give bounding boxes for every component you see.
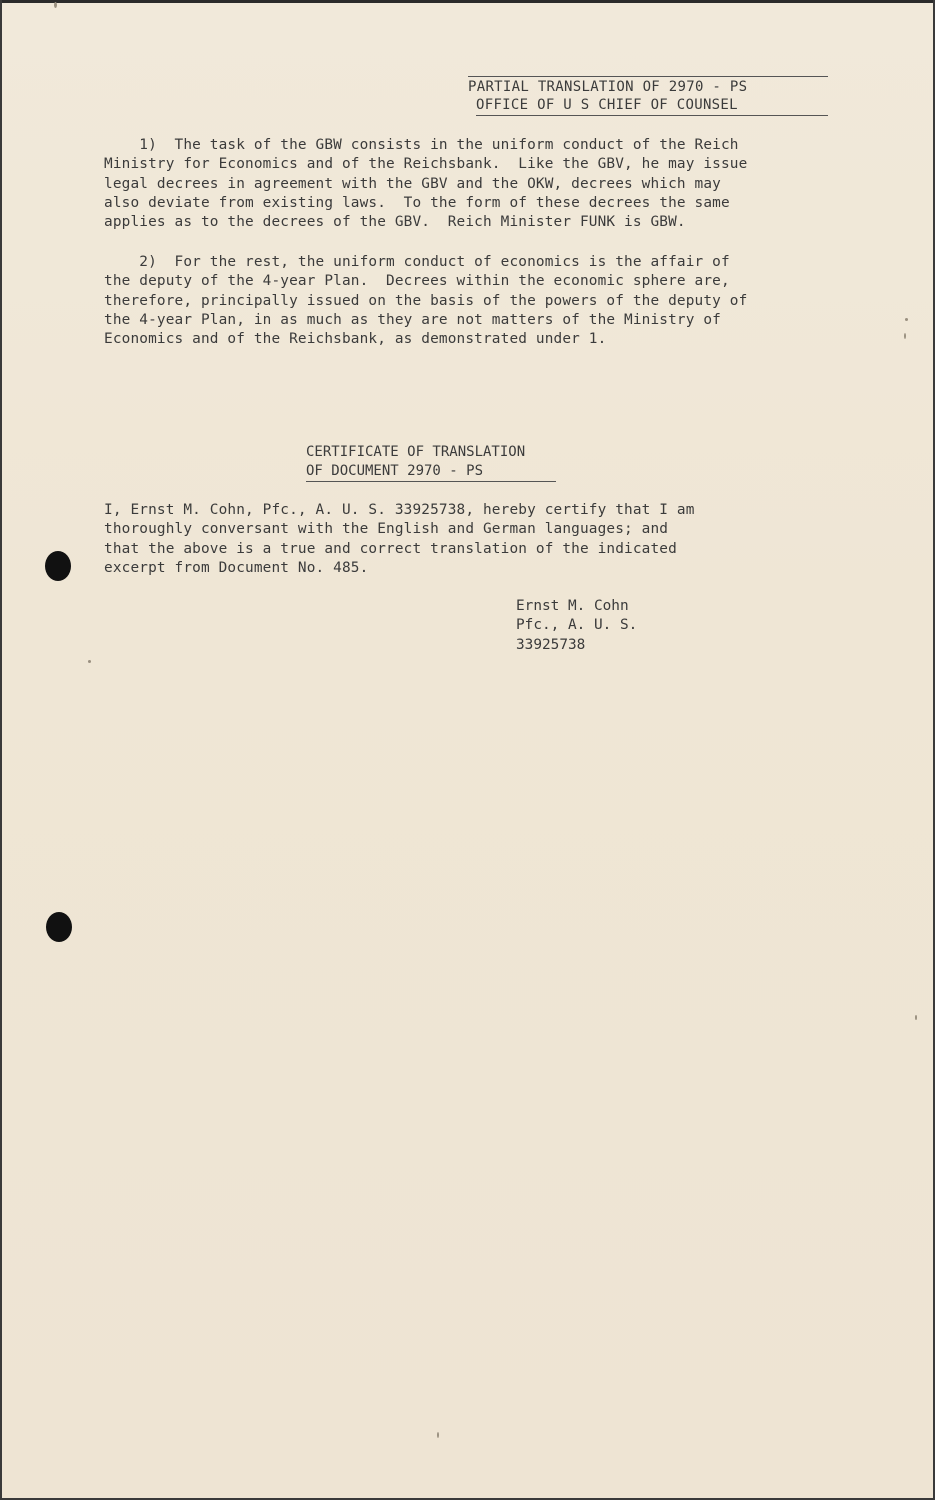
punch-hole-icon (45, 551, 71, 581)
certificate-document-ref: OF DOCUMENT 2970 - PS (306, 462, 556, 482)
signature-rank: Pfc., A. U. S. (516, 617, 638, 634)
paragraph-1 (104, 136, 814, 232)
signature-name: Ernst M. Cohn (516, 598, 629, 614)
paragraph-line: applies as to the decrees of the GBV. Reich Minister FUNK is GBW. (104, 214, 686, 231)
signature-serial: 33925738 (516, 636, 586, 653)
paper-speck (905, 318, 908, 321)
paragraph-line: Ministry for Economics and of the Reichsbank. Like the GBV, he may issue (104, 156, 748, 173)
header-title: PARTIAL TRANSLATION OF 2970 - PS (468, 79, 748, 95)
paper-speck (915, 1015, 917, 1020)
certificate-line: that the above is a true and correct translation of the indicated (104, 540, 677, 557)
paragraph-line: also deviate from existing laws. To the form of these decrees the same (104, 194, 730, 211)
paper-speck (437, 1432, 439, 1438)
certificate-body (104, 501, 764, 578)
page-edge-left (0, 0, 2, 1500)
paragraph-line: the deputy of the 4-year Plan. Decrees within the economic sphere are, (104, 273, 730, 290)
certificate-line: thoroughly conversant with the English and German languages; and (104, 521, 669, 538)
paragraph-line: therefore, principally issued on the basis of the powers of the deputy of (104, 292, 748, 309)
paper-speck (54, 2, 57, 8)
certificate-line: excerpt from Document No. 485. (104, 559, 369, 576)
paragraph-line: Economics and of the Reichsbank, as demonstrated under 1. (104, 331, 607, 348)
paragraph-line: 2) For the rest, the uniform conduct of economics is the affair of (104, 254, 730, 270)
certificate-title (306, 443, 566, 482)
paragraph-line: legal decrees in agreement with the GBV and the OKW, decrees which may (104, 175, 721, 192)
paragraph-line: 1) The task of the GBW consists in the uniform conduct of the Reich (104, 137, 739, 153)
certificate-title-line: CERTIFICATE OF TRANSLATION (306, 444, 526, 460)
header-office: OFFICE OF U S CHIEF OF COUNSEL (476, 97, 738, 113)
paper-speck (88, 660, 91, 663)
certificate-line: I, Ernst M. Cohn, Pfc., A. U. S. 33925738, hereby certify that I am (104, 502, 695, 518)
header-rule (468, 76, 828, 77)
punch-hole-icon (46, 912, 72, 942)
signature-block (516, 597, 716, 655)
paragraph-2 (104, 253, 814, 349)
paragraph-line: the 4-year Plan, in as much as they are not matters of the Ministry of (104, 311, 721, 328)
header-underline (476, 115, 828, 116)
paper-speck (904, 333, 906, 339)
page-edge-top (0, 0, 935, 3)
